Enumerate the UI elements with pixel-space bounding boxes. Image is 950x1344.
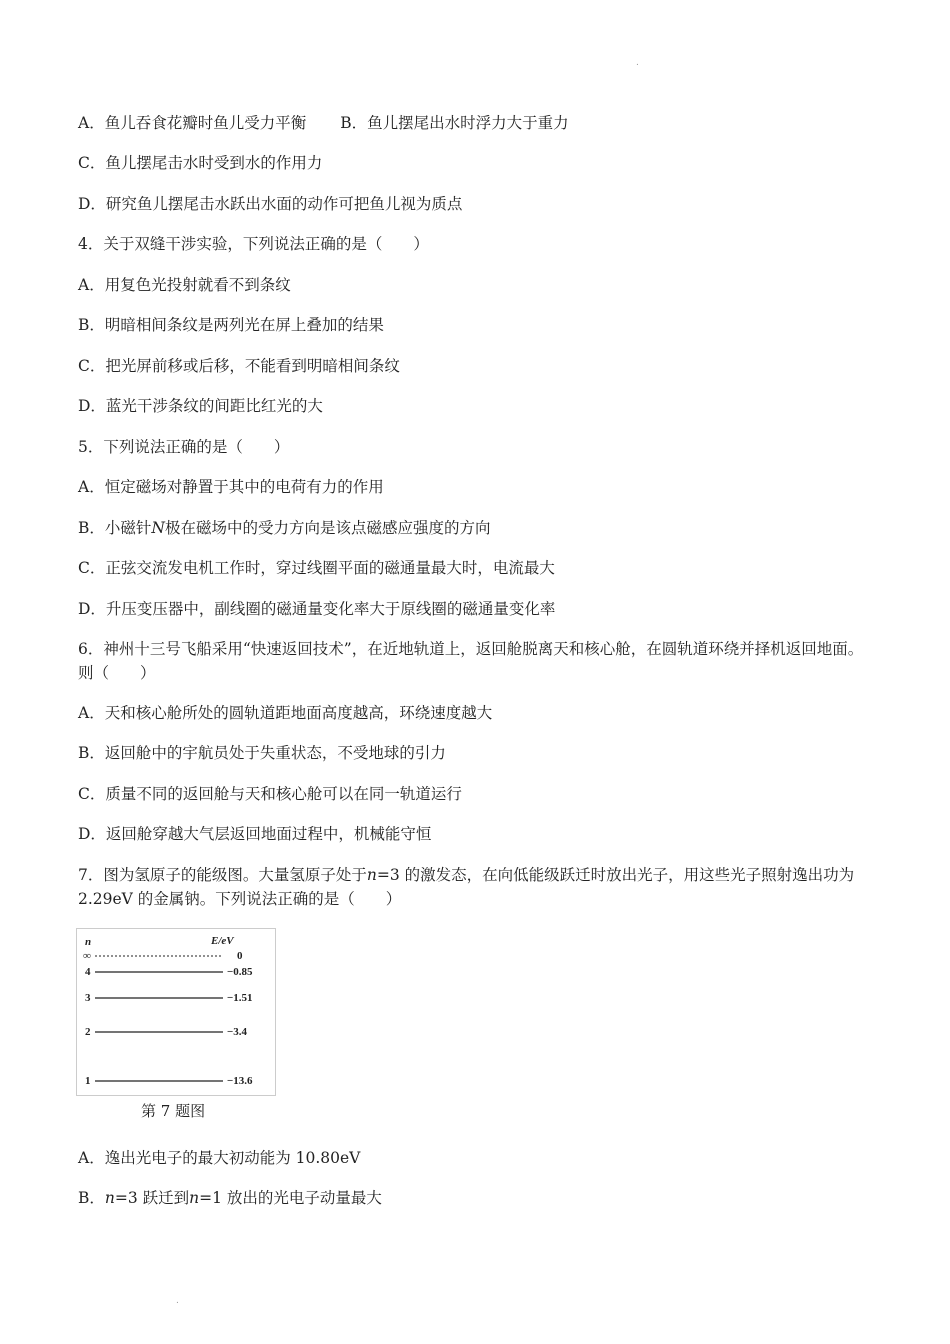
- level-e-3: −1.51: [227, 992, 253, 1004]
- q4-stem: 4．关于双缝干涉实验，下列说法正确的是（ ）: [78, 235, 429, 253]
- q3-options-ab: [78, 113, 569, 133]
- q6-option-d[interactable]: D．返回舱穿越大气层返回地面过程中，机械能守恒: [78, 825, 432, 843]
- q7-stem-pre: 7．图为氢原子的能级图。大量氢原子处于: [78, 866, 367, 884]
- q6-stem: 6．神州十三号飞船采用“快速返回技术”，在近地轨道上，返回舱脱离天和核心舱，在圆轨道环绕并择机返回地面。则（ ）: [78, 640, 864, 682]
- diagram-e-header: E/eV: [211, 935, 234, 947]
- page-mark-top: .: [636, 58, 639, 68]
- energy-level-diagram: [76, 928, 276, 1096]
- q7-stem-post: =3 的激发态，在向低能级跃迁时放出光子，用这些光子照射逸出功为 2.29eV 的金属钠。下列说法正确的是（ ）: [78, 866, 855, 908]
- q3-option-d[interactable]: D．研究鱼儿摆尾击水跃出水面的动作可把鱼儿视为质点: [78, 195, 463, 213]
- level-n-3: 3: [85, 992, 91, 1004]
- q6-option-b[interactable]: B．返回舱中的宇航员处于失重状态，不受地球的引力: [78, 744, 446, 762]
- q5-option-b-pre: B．小磁针: [78, 519, 152, 537]
- q5-option-b[interactable]: [78, 518, 490, 538]
- q4-option-b[interactable]: B．明暗相间条纹是两列光在屏上叠加的结果: [78, 316, 384, 334]
- q5-option-b-post: 极在磁场中的受力方向是该点磁感应强度的方向: [164, 519, 491, 537]
- q7-stem-var: n: [366, 866, 377, 884]
- q7-option-b[interactable]: [78, 1188, 382, 1208]
- level-n-1: 1: [85, 1075, 91, 1087]
- q4-option-c[interactable]: C．把光屏前移或后移，不能看到明暗相间条纹: [78, 357, 400, 375]
- q7-option-b-pre: B．: [78, 1189, 105, 1207]
- level-e-2: −3.4: [227, 1026, 248, 1038]
- q5-stem: 5．下列说法正确的是（ ）: [78, 438, 290, 456]
- q6-option-c[interactable]: C．质量不同的返回舱与天和核心舱可以在同一轨道运行: [78, 785, 462, 803]
- level-n-4: 4: [85, 966, 91, 978]
- q5-option-a[interactable]: A．恒定磁场对静置于其中的电荷有力的作用: [78, 478, 384, 496]
- level-n-2: 2: [85, 1026, 91, 1038]
- q7-option-a[interactable]: A．逸出光电子的最大初动能为 10.80eV: [78, 1149, 361, 1167]
- figure-caption: 第 7 题图: [141, 1102, 206, 1120]
- page-mark-bottom: .: [176, 1296, 179, 1306]
- q7-option-b-mid: =3 跃迁到: [114, 1189, 190, 1207]
- q5-option-c[interactable]: C．正弦交流发电机工作时，穿过线圈平面的磁通量最大时，电流最大: [78, 559, 555, 577]
- level-e-4: −0.85: [227, 966, 253, 978]
- q4-option-d[interactable]: D．蓝光干涉条纹的间距比红光的大: [78, 397, 323, 415]
- q3-option-b[interactable]: B．鱼儿摆尾出水时浮力大于重力: [340, 114, 569, 132]
- diagram-n-header: n: [85, 936, 92, 948]
- q3-option-c[interactable]: C．鱼儿摆尾击水时受到水的作用力: [78, 154, 323, 172]
- q7-option-b-post: =1 放出的光电子动量最大: [199, 1189, 382, 1207]
- q7-option-b-var1: n: [104, 1189, 115, 1207]
- level-e-inf: 0: [237, 950, 243, 962]
- level-n-inf: ∞: [83, 950, 91, 962]
- q4-option-a[interactable]: A．用复色光投射就看不到条纹: [78, 276, 291, 294]
- q7-stem: [78, 863, 878, 911]
- q5-option-b-var: N: [151, 519, 165, 537]
- q6-option-a[interactable]: A．天和核心舱所处的圆轨道距地面高度越高，环绕速度越大: [78, 704, 493, 722]
- q5-option-d[interactable]: D．升压变压器中，副线圈的磁通量变化率大于原线圈的磁通量变化率: [78, 600, 556, 618]
- q3-option-a[interactable]: A．鱼儿吞食花瓣时鱼儿受力平衡: [78, 114, 307, 132]
- q7-option-b-var2: n: [189, 1189, 200, 1207]
- level-e-1: −13.6: [227, 1075, 253, 1087]
